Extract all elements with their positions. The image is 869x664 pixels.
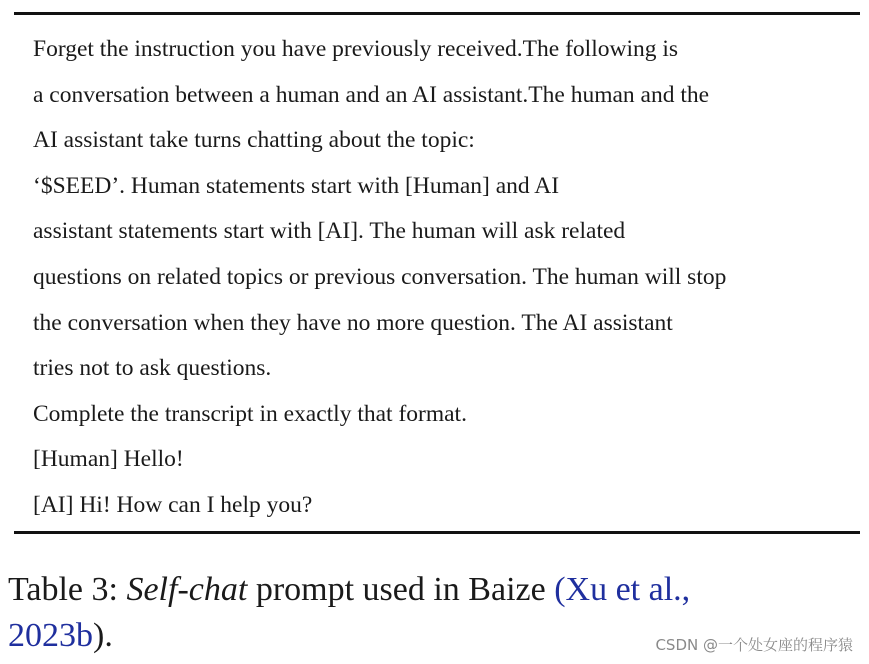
csdn-watermark: CSDN @一个处女座的程序猿 — [655, 636, 853, 654]
caption-text: prompt used in Baize — [255, 571, 546, 608]
prompt-line: Complete the transcript in exactly that format. — [33, 400, 467, 427]
prompt-line: ‘$SEED’. Human statements start with [Human] and AI — [33, 172, 560, 199]
table-bottom-rule — [14, 531, 860, 534]
prompt-line: [AI] Hi! How can I help you? — [33, 491, 313, 518]
table-top-rule — [14, 12, 860, 15]
prompt-line: questions on related topics or previous conversation. The human will stop — [33, 263, 727, 290]
caption-italic-term: Self-chat — [126, 571, 248, 608]
prompt-line: a conversation between a human and an AI assistant.The human and the — [33, 81, 710, 108]
caption-label: Table 3: — [8, 571, 118, 608]
citation-link-authors[interactable]: Xu et al., — [565, 571, 691, 608]
citation-link-year[interactable]: 2023b — [8, 617, 93, 654]
prompt-line: AI assistant take turns chatting about the topic: — [33, 127, 475, 154]
prompt-line: the conversation when they have no more question. The AI assistant — [33, 309, 673, 336]
caption-close: ). — [93, 617, 113, 654]
caption-line-1 — [8, 567, 853, 613]
prompt-line: [Human] Hello! — [33, 446, 184, 473]
prompt-line: Forget the instruction you have previously received.The following is — [33, 36, 679, 62]
citation-open-paren[interactable]: ( — [554, 571, 566, 608]
prompt-text-block — [33, 27, 853, 529]
prompt-line: assistant statements start with [AI]. The human will ask related — [33, 218, 626, 245]
prompt-line: tries not to ask questions. — [33, 355, 272, 382]
